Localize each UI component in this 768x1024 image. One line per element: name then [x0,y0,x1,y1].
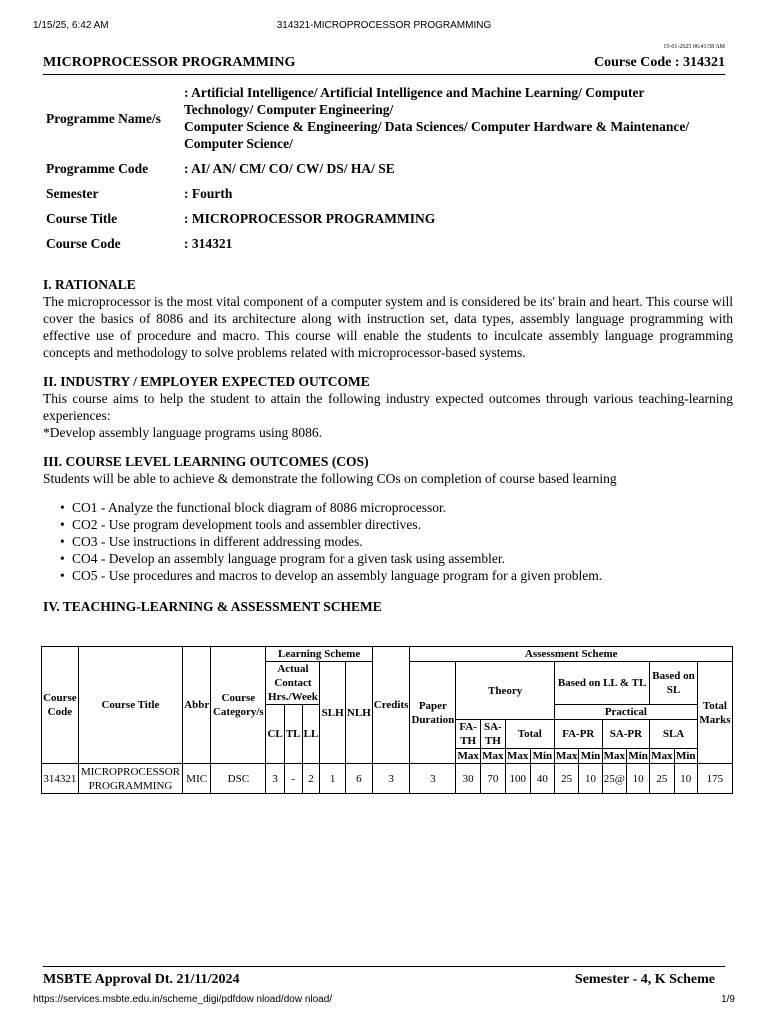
info-value-line: Computer Science & Engineering/ Data Sciences/ Computer Hardware & Maintenance/ [184,119,690,134]
cell-sla-max: 25 [650,764,674,794]
th-max: Max [507,750,529,762]
info-row-course-code [43,231,733,256]
info-value-line: Computer Science/ [184,136,293,151]
th-tl: TL [284,705,302,764]
cell-tl: - [284,764,302,794]
th-min: Min [675,750,696,762]
info-value [181,80,733,156]
th-sa-pr: SA-PR [602,720,650,749]
cell-cl: 3 [266,764,284,794]
cos-intro: Students will be able to achieve & demonstrate the following COs on completion of course based learning [43,471,617,486]
generated-timestamp: 15-01-2025 06:41:58 AM [663,44,725,50]
rationale-text: The microprocessor is the most vital component of a computer system and is considered be its' brain and heart. This course will cover the basics of 8086 and its architecture along with instruction set, data types, assembly language programming with effective use of procedure and macro. This course will enable the students to inculcate assembly language programming concepts and methodology to solve problems related with microprocessor-based systems. [43,294,733,360]
info-label: Semester [46,186,99,201]
th-nlh: NLH [345,662,372,764]
th-max: Max [603,750,625,762]
browser-print-header [33,20,735,34]
th-min: Min [628,750,648,762]
th-theory: Theory [456,662,555,720]
th-practical: Practical [554,705,697,720]
cell-total-max: 100 [505,764,530,794]
teaching-assessment-scheme-table [41,646,733,794]
co-list [43,499,733,584]
course-info-table [43,80,733,256]
th-fa-pr: FA-PR [554,720,602,749]
th-max: Max [482,750,504,762]
info-row-programme-names [43,80,733,156]
course-name: MICROPROCESSOR PROGRAMMING [43,55,296,70]
th-credits: Credits [372,647,410,764]
section-title-scheme: IV. TEACHING-LEARNING & ASSESSMENT SCHEME [43,599,382,614]
approval-date: MSBTE Approval Dt. 21/11/2024 [43,972,240,987]
cell-fa-pr-max: 25 [554,764,578,794]
cell-fa-pr-min: 10 [579,764,602,794]
course-header [43,55,725,75]
cell-category: DSC [211,764,266,794]
section-title-industry: II. INDUSTRY / EMPLOYER EXPECTED OUTCOME [43,374,370,389]
section-title-cos: III. COURSE LEVEL LEARNING OUTCOMES (COS) [43,454,369,469]
info-value-line: Technology/ Computer Engineering/ [184,102,394,117]
info-value-line: : Artificial Intelligence/ Artificial Intelligence and Machine Learning/ Computer [184,85,645,100]
info-label: Programme Code [46,161,149,176]
th-sa-th: SA-TH [480,720,505,749]
th-max: Max [651,750,673,762]
th-paper-duration: Paper Duration [410,662,456,764]
course-code-header: Course Code : 314321 [593,55,725,70]
print-title: 314321-MICROPROCESSOR PROGRAMMING [276,20,492,31]
th-assessment-scheme: Assessment Scheme [410,647,733,662]
th-course-code: Course Code [42,647,79,764]
info-row-programme-code [43,156,733,181]
co-item: • CO1 - Analyze the functional block diagram of 8086 microprocessor. [72,499,733,516]
th-learning-scheme: Learning Scheme [266,647,372,662]
cell-total-min: 40 [530,764,554,794]
document-footer [43,966,725,986]
co-item: • CO3 - Use instructions in different addressing modes. [72,533,733,550]
print-datetime: 1/15/25, 6:42 AM [33,20,109,31]
cell-credits: 3 [372,764,410,794]
th-abbr: Abbr [183,647,211,764]
industry-text: This course aims to help the student to attain the following industry expected outcomes through various teaching-learning experiences: [43,391,733,423]
info-row-course-title [43,206,733,231]
th-course-title: Course Title [78,647,182,764]
info-label: Programme Name/s [46,110,161,126]
th-based-sl: Based on SL [650,662,698,705]
th-min: Min [530,749,554,764]
info-row-semester [43,181,733,206]
th-cl: CL [266,705,284,764]
th-fa-th: FA-TH [456,720,481,749]
cell-ll: 2 [302,764,320,794]
industry-outcome: *Develop assembly language programs using 8086. [43,425,322,440]
cell-title: MICROPROCESSOR PROGRAMMING [78,764,182,794]
info-label: Course Code [46,236,121,251]
th-slh: SLH [320,662,345,764]
cell-abbr: MIC [183,764,211,794]
th-actual-contact: Actual Contact Hrs./Week [266,662,320,705]
cell-sla-min: 10 [674,764,697,794]
cell-sa-pr-min: 10 [626,764,649,794]
th-based-ll-tl: Based on LL & TL [554,662,649,705]
co-item: • CO5 - Use procedures and macros to develop an assembly language program for a given problem. [72,567,733,584]
cell-code: 314321 [42,764,79,794]
info-value: : 314321 [184,236,233,251]
th-category: Course Category/s [211,647,266,764]
cell-slh: 1 [320,764,345,794]
th-ll: LL [302,705,320,764]
table-row [42,764,733,794]
co-item: • CO2 - Use program development tools and assembler directives. [72,516,733,533]
course-content [43,276,733,615]
cell-fa-th-max: 30 [456,764,481,794]
th-total: Total [505,720,554,749]
th-max: Max [555,750,578,762]
th-total-marks: Total Marks [697,662,732,764]
info-value: : Fourth [184,186,233,201]
th-min: Min [580,750,601,762]
co-item: • CO4 - Develop an assembly language program for a given task using assembler. [72,550,733,567]
semester-scheme: Semester - 4, K Scheme [574,972,715,987]
page-number: 1/9 [721,994,735,1005]
cell-nlh: 6 [345,764,372,794]
cell-total-marks: 175 [697,764,732,794]
info-value: : AI/ AN/ CM/ CO/ CW/ DS/ HA/ SE [184,161,395,176]
section-title-rationale: I. RATIONALE [43,277,136,292]
info-label: Course Title [46,211,118,226]
browser-print-footer [33,994,735,1008]
info-value: : MICROPROCESSOR PROGRAMMING [184,211,436,226]
th-max: Max [457,750,479,762]
cell-paper: 3 [410,764,456,794]
cell-sa-pr-max: 25@ [602,764,626,794]
th-sla: SLA [650,720,698,749]
print-url: https://services.msbte.edu.in/scheme_digi/pdfdow nload/dow nload/ [33,994,333,1005]
cell-sa-th-max: 70 [480,764,505,794]
